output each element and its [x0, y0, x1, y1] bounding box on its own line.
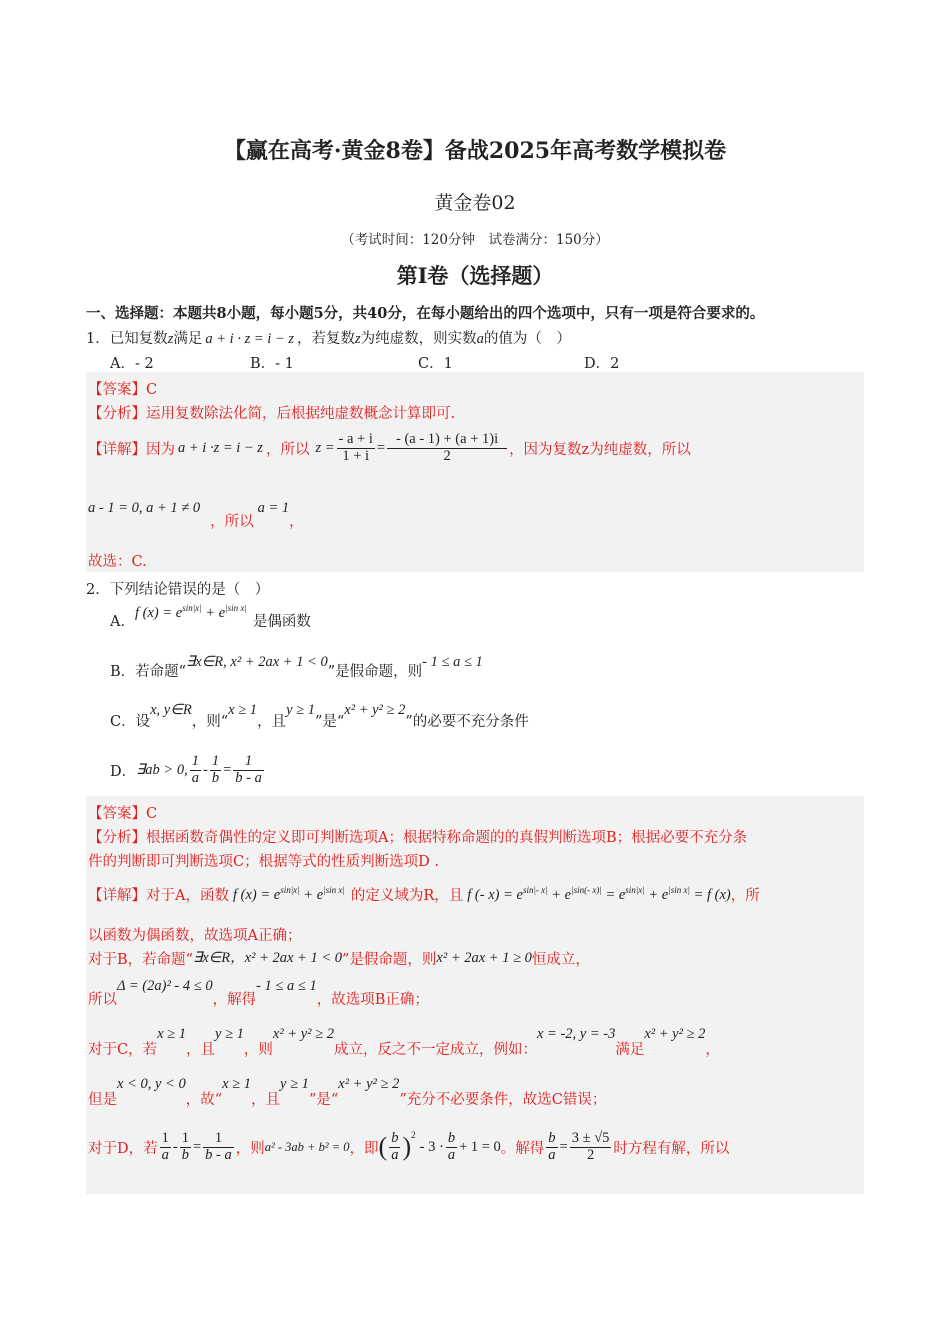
q2-answer: 【答案】C — [88, 806, 158, 822]
q1-conclusion: 故选：C. — [88, 554, 147, 570]
q2-detail-c-line1: 对于C，若x ≥ 1，且y ≥ 1，则x² + y² ≥ 2成立，反之不一定成立，例如：x = -2, y = -3满足x² + y² ≥ 2， — [88, 1026, 720, 1058]
part-heading: 第I卷（选择题） — [396, 263, 554, 288]
q2-detail-b-line1: 对于B，若命题“∃x∈R，x² + 2ax + 1 < 0”是假命题，则x² + 2ax + 1 ≥ 0恒成立， — [88, 950, 590, 968]
q1-option-c: C．1 — [418, 356, 453, 372]
q2-detail-b-line2: 所以Δ = (2a)² - 4 ≤ 0，解得- 1 ≤ a ≤ 1，故选项B正确； — [88, 978, 429, 1008]
q2-detail-c-line2: 但是x < 0, y < 0，故“x ≥ 1，且y ≥ 1”是“x² + y² ≥ 2”充分不必要条件，故选C错误； — [88, 1076, 607, 1108]
q2-option-a: A． f $(x) = e^{sin|x|} + e^{|sin x|}$ 是偶函数 — [110, 602, 311, 630]
q2-analysis-line1: 【分析】根据函数奇偶性的定义即可判断选项A；根据特称命题的的真假判断选项B；根据必要不充分条 — [88, 830, 748, 846]
q2-detail-a-line2: 以函数为偶函数，故选项A正确； — [88, 928, 302, 944]
q1-answer: 【答案】C — [88, 382, 158, 398]
q1-analysis: 【分析】运用复数除法化简，后根据纯虚数概念计算即可. — [88, 406, 456, 422]
q1-option-a: A．- 2 — [110, 356, 154, 372]
paper-subtitle: 黄金卷02 — [434, 192, 516, 214]
section-heading: 一、选择题：本题共8小题，每小题5分，共40分，在每小题给出的四个选项中，只有一项是符合要求的。 — [86, 305, 765, 322]
q2-solution-box — [86, 796, 864, 1194]
q2-option-c: C．设 x, y∈R ，则“ x ≥ 1 ，且 y ≥ 1 ”是“ x² + y² ≥ 2 ”的必要不充分条件 — [110, 701, 529, 730]
q2-detail-d: 对于D，若 $\frac{1}{a}$ - $\frac{1}{b}$ = $\frac{1}{b - a}$ ，则 a² - 3ab + b² = 0 ，即 ( $\frac{b}{a}$ ) $^2$ - 3 · $\frac{b}{a}$ + 1 = 0 。解得 $\frac{b}{a}$ = $\frac{3 \pm √5}{2}$ 时方程有解，所以 — [88, 1130, 730, 1163]
q2-analysis-line2: 件的判断即可判断选项C；根据等式的性质判断选项D . — [88, 854, 439, 870]
q1-solution-box — [86, 372, 864, 572]
q2-detail-a: 【详解】 对于A，函数 f $(x) = e^{sin|x|} + e^{|sin x|}$ 的定义域为R，且 f (- $x) = e^{sin|- x|} + e^{|sin(- x)|} = e^{sin|x|} + e^{|sin x|} = f$ (x) ，所 — [88, 884, 760, 904]
q1-option-b: B．- 1 — [250, 356, 294, 372]
q2-stem: 2．下列结论错误的是（ ） — [86, 582, 270, 598]
q1-detail-line2: a - 1 = 0, a + 1 ≠ 0，所以a = 1， — [88, 500, 304, 530]
q1-detail-line1: 【详解】 因为 a + i ·z = i − z ，所以 z = $\frac{- a + i}{1 + i}$ = $\frac{- (a - 1) + (a + 1)i}{2}$ ，因为复数z为纯虚数，所以 — [88, 431, 691, 464]
paper-title: 【赢在高考·黄金8卷】备战2025年高考数学模拟卷 — [223, 138, 727, 164]
q1-fraction-2: $\frac{- (a - 1) + (a + 1)i}{2}$ — [387, 432, 507, 463]
q2-option-b: B．若命题“ ∃x∈R, x² + 2ax + 1 < 0 ”是假命题，则 - 1 ≤ a ≤ 1 — [110, 653, 483, 680]
q1-stem: 1．已知复数z满足 a + i · z = i − z ，若复数z为纯虚数，则实数a的值为（ ） — [86, 331, 571, 347]
q1-option-d: D．2 — [584, 356, 620, 372]
q2-option-d: D． ∃ab > 0, $\frac{1}{a}$ - $\frac{1}{b}$ = $\frac{1}{b - a}$ — [110, 753, 262, 786]
q1-fraction-1: $\frac{- a + i}{1 + i}$ — [338, 431, 373, 464]
exam-meta: （考试时间：120分钟 试卷满分：150分） — [341, 232, 609, 248]
